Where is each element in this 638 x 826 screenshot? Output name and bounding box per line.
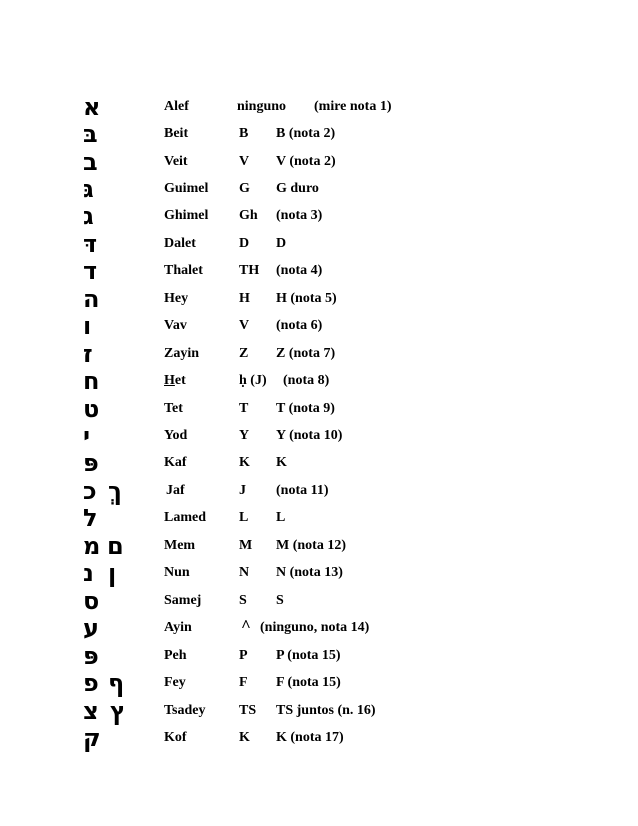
- pronunciation-note: H (nota 5): [276, 291, 337, 306]
- hebrew-letter: ט: [83, 395, 100, 423]
- hebrew-letter: כ: [83, 477, 97, 505]
- transliteration: ḥ (J): [239, 373, 267, 388]
- letter-name: Yod: [164, 428, 188, 443]
- hebrew-letter: י: [83, 422, 91, 450]
- hebrew-letter: גּ: [83, 175, 94, 203]
- transliteration: TS: [239, 703, 257, 718]
- transliteration: P: [239, 648, 248, 663]
- pronunciation-note: (nota 11): [276, 483, 329, 498]
- hebrew-letter: ק: [83, 724, 101, 752]
- hebrew-letter: דּ: [83, 230, 98, 258]
- transliteration: L: [239, 510, 249, 525]
- pronunciation-note: Z (nota 7): [276, 346, 336, 361]
- letter-name-underlined-initial: H: [164, 373, 175, 388]
- hebrew-letter: ה: [83, 285, 100, 313]
- letter-name: Alef: [164, 99, 189, 114]
- hebrew-letter: ד: [83, 257, 98, 285]
- letter-name: Guimel: [164, 181, 209, 196]
- transliteration: Z: [239, 346, 249, 361]
- transliteration: M: [239, 538, 253, 553]
- pronunciation-note: (nota 3): [276, 208, 323, 223]
- hebrew-final-form: ךְ: [108, 477, 122, 505]
- hebrew-letter: ז: [83, 340, 93, 368]
- hebrew-letter: ו: [83, 312, 92, 340]
- pronunciation-note: T (nota 9): [276, 401, 335, 416]
- hebrew-letter: צ: [83, 697, 99, 725]
- hebrew-letter: ל: [83, 504, 98, 532]
- transliteration: D: [239, 236, 250, 251]
- pronunciation-note: L: [276, 510, 286, 525]
- hebrew-final-form: ם: [107, 532, 124, 560]
- transliteration: H: [239, 291, 250, 306]
- hebrew-final-form: ץ: [110, 697, 126, 725]
- letter-name: Ayin: [164, 620, 192, 635]
- pronunciation-note: B (nota 2): [276, 126, 336, 141]
- transliteration: B: [239, 126, 249, 141]
- hebrew-final-form: ף: [108, 669, 125, 697]
- transliteration: N: [239, 565, 250, 580]
- pronunciation-note: M (nota 12): [276, 538, 346, 553]
- transliteration: TH: [239, 263, 260, 278]
- letter-name: Kof: [164, 730, 187, 745]
- pronunciation-note: V (nota 2): [276, 154, 336, 169]
- letter-name: Hey: [164, 291, 189, 306]
- transliteration: J: [239, 483, 246, 498]
- transliteration: V: [239, 154, 250, 169]
- hebrew-letter: פּ: [83, 449, 99, 477]
- pronunciation-note: K: [276, 455, 287, 470]
- letter-name: Lamed: [164, 510, 206, 525]
- hebrew-letter: ג: [83, 202, 94, 230]
- hebrew-letter: ס: [83, 587, 100, 615]
- letter-name: Vav: [164, 318, 187, 333]
- hebrew-letter: נ: [83, 559, 94, 587]
- letter-name: Kaf: [164, 455, 187, 470]
- pronunciation-note: K (nota 17): [276, 730, 344, 745]
- pronunciation-note: S: [276, 593, 284, 608]
- letter-name: Nun: [164, 565, 190, 580]
- letter-name: Beit: [164, 126, 189, 141]
- pronunciation-note: N (nota 13): [276, 565, 343, 580]
- transliteration: S: [239, 593, 247, 608]
- letter-name: Tet: [164, 401, 183, 416]
- transliteration: T: [239, 401, 249, 416]
- transliteration: K: [239, 455, 250, 470]
- table-row: [0, 724, 638, 757]
- pronunciation-note: (nota 8): [283, 373, 330, 388]
- letter-name: Fey: [164, 675, 186, 690]
- letter-name: Thalet: [164, 263, 203, 278]
- letter-name: Peh: [164, 648, 187, 663]
- transliteration: K: [239, 730, 250, 745]
- hebrew-letter: ח: [83, 367, 100, 395]
- transliteration: ninguno: [237, 99, 287, 114]
- letter-name: Samej: [164, 593, 202, 608]
- pronunciation-note: (ninguno, nota 14): [260, 620, 370, 635]
- transliteration: V: [239, 318, 250, 333]
- hebrew-final-form: ן: [108, 559, 117, 587]
- letter-name: Veit: [164, 154, 188, 169]
- transliteration: ^: [241, 616, 251, 635]
- letter-name: Mem: [164, 538, 196, 553]
- pronunciation-note: Y (nota 10): [276, 428, 343, 443]
- transliteration: Y: [239, 428, 250, 443]
- pronunciation-note: F (nota 15): [276, 675, 341, 690]
- letter-name: Dalet: [164, 236, 196, 251]
- pronunciation-note: G duro: [276, 181, 319, 196]
- transliteration: G: [239, 181, 250, 196]
- hebrew-letter: א: [83, 93, 101, 121]
- pronunciation-note: TS juntos (n. 16): [276, 703, 376, 718]
- pronunciation-note: (nota 6): [276, 318, 323, 333]
- hebrew-letter: מ: [83, 532, 101, 560]
- pronunciation-note: (nota 4): [276, 263, 323, 278]
- transliteration: Gh: [239, 208, 258, 223]
- letter-name: Tsadey: [164, 703, 206, 718]
- letter-name: Zayin: [164, 346, 200, 361]
- letter-name: Ghimel: [164, 208, 209, 223]
- hebrew-letter: בּ: [83, 120, 98, 148]
- letter-name: Jaf: [166, 483, 185, 498]
- hebrew-letter: פּ: [83, 642, 99, 670]
- pronunciation-note: (mire nota 1): [314, 99, 392, 114]
- hebrew-letter: ע: [83, 614, 99, 642]
- hebrew-letter: ב: [83, 148, 98, 176]
- pronunciation-note: D: [276, 236, 287, 251]
- hebrew-letter: פ: [83, 669, 99, 697]
- transliteration: F: [239, 675, 248, 690]
- letter-name: [164, 373, 186, 389]
- pronunciation-note: P (nota 15): [276, 648, 341, 663]
- letter-name-rest: et: [174, 373, 186, 388]
